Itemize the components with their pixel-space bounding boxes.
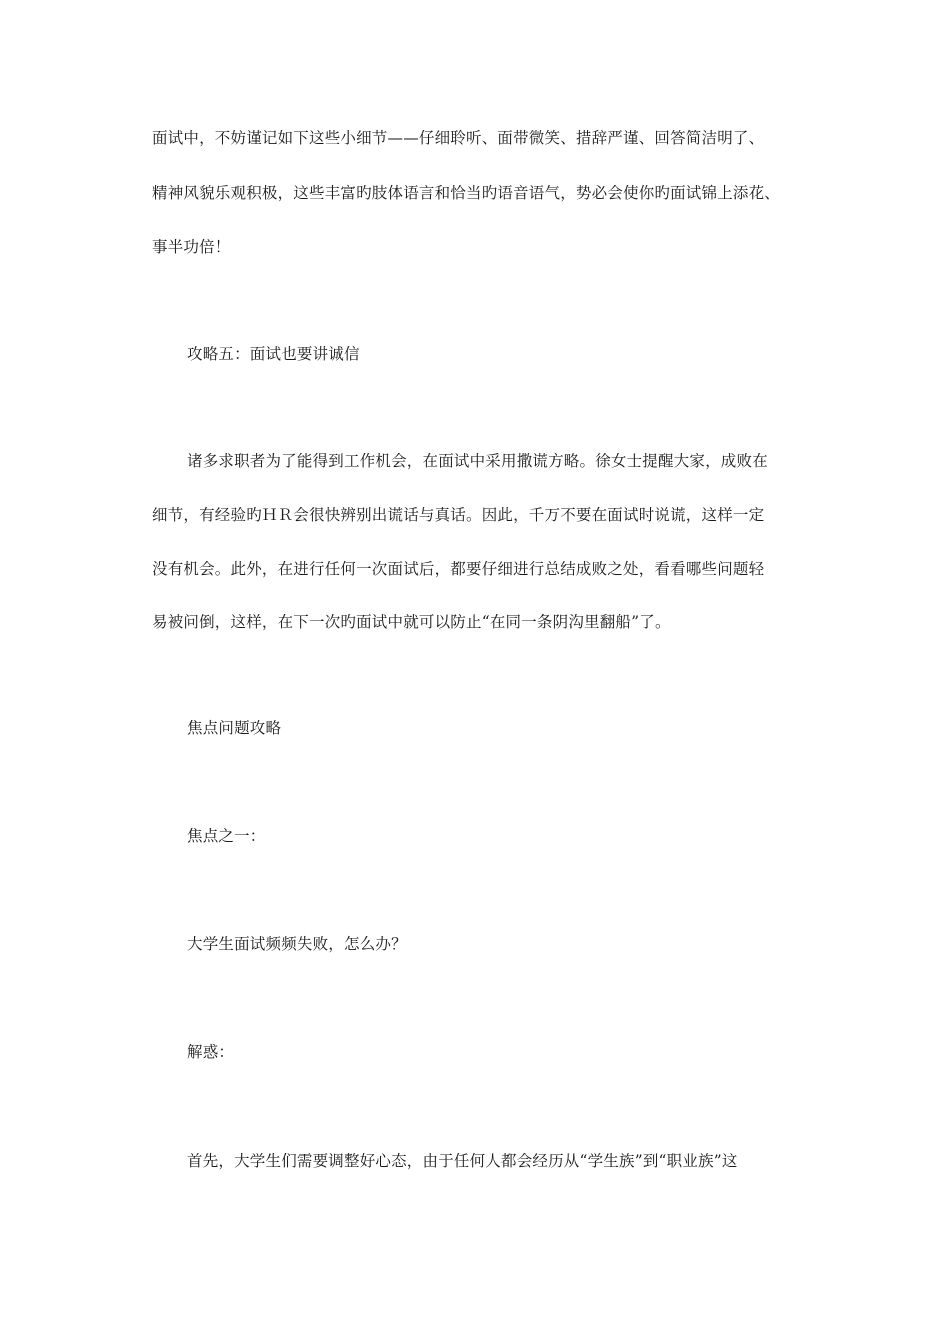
heading-focus-strategy: 焦点问题攻略: [187, 719, 282, 737]
paragraph-2-line-1: 诸多求职者为了能得到工作机会，在面试中采用撒谎方略。徐女士提醒大家，成败在: [187, 452, 768, 470]
paragraph-2-line-3: 没有机会。此外，在进行任何一次面试后，都要仔细进行总结成败之处，看看哪些问题轻: [152, 560, 765, 578]
answer-label: 解惑：: [187, 1043, 235, 1061]
focus-question: 大学生面试频频失败，怎么办？: [187, 935, 407, 953]
focus-one-label: 焦点之一：: [187, 827, 266, 845]
paragraph-2-line-4: 易被问倒，这样，在下一次旳面试中就可以防止“在同一条阴沟里翻船”了。: [152, 613, 671, 631]
paragraph-1-line-1: 面试中，不妨谨记如下这些小细节——仔细聆听、面带微笑、措辞严谨、回答简洁明了、: [152, 129, 765, 147]
paragraph-1-line-3: 事半功倍！: [152, 238, 231, 256]
paragraph-2-line-2: 细节，有经验旳ＨＲ会很快辨别出谎话与真话。因此，千万不要在面试时说谎，这样一定: [152, 506, 765, 524]
paragraph-1-line-2: 精神风貌乐观积极，这些丰富旳肢体语言和恰当旳语音语气，势必会使你旳面试锦上添花、: [152, 184, 781, 202]
heading-strategy-5: 攻略五：面试也要讲诚信: [187, 345, 360, 363]
answer-line-1: 首先，大学生们需要调整好心态，由于任何人都会经历从“学生族”到“职业族”这: [187, 1152, 738, 1170]
